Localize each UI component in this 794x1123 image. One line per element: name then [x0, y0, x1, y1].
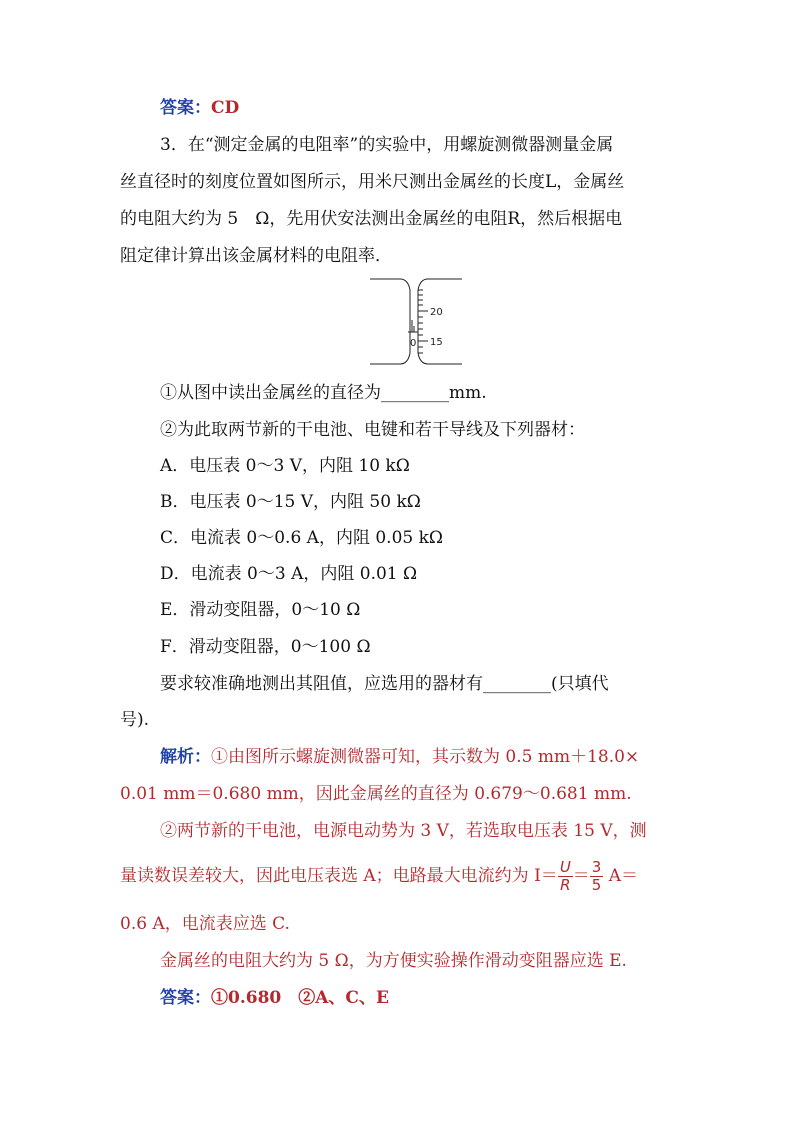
analysis-line-5: 0.6 A，电流表应选 C. [120, 914, 290, 934]
part-1: ①从图中读出金属丝的直径为________mm. [160, 383, 487, 403]
requirement-line-1: 要求较准确地测出其阻值，应选用的器材有________(只填代 [160, 674, 609, 694]
prev-answer [160, 97, 239, 119]
analysis-text-4-pre: 量读数误差较大，因此电压表选 A；电路最大电流约为 I＝ [120, 866, 558, 886]
part-2: ②为此取两节新的干电池、电键和若干导线及下列器材： [160, 420, 585, 440]
analysis-line-2: 0.01 mm＝0.680 mm，因此金属丝的直径为 0.679～0.681 mm. [120, 784, 632, 804]
option-b: B．电压表 0～15 V，内阻 50 kΩ [160, 492, 421, 512]
question-line-3: 的电阻大约为 5 Ω，先用伏安法测出金属丝的电阻R，然后根据电 [120, 209, 623, 229]
prev-answer-value: CD [211, 98, 240, 118]
question-line-4: 阻定律计算出该金属材料的电阻率． [120, 246, 392, 266]
final-answer-value: ①0.680 ②A、C、E [211, 988, 389, 1008]
figure-label-0: 0 [410, 338, 417, 349]
requirement-line-2: 号). [120, 710, 150, 730]
analysis-text-1: ①由图所示螺旋测微器可知，其示数为 0.5 mm＋18.0× [211, 747, 640, 767]
question-line-2: 丝直径时的刻度位置如图所示，用米尺测出金属丝的长度L，金属丝 [120, 172, 625, 192]
analysis-label: 解析 [160, 747, 194, 767]
figure-label-20: 20 [430, 307, 443, 318]
fraction-numerator-3: 3 [591, 858, 602, 876]
analysis-line-6: 金属丝的电阻大约为 5 Ω，为方便实验操作滑动变阻器应选 E. [160, 951, 627, 971]
prev-answer-label: 答案： [160, 98, 211, 118]
micrometer-figure [370, 276, 465, 371]
fraction-denominator-5: 5 [591, 876, 602, 894]
option-f: F．滑动变阻器，0～100 Ω [160, 637, 371, 657]
analysis-line-1 [160, 746, 639, 768]
final-answer-label: 答案： [160, 988, 211, 1008]
fraction-u-over-r [558, 859, 573, 894]
analysis-line-4 [120, 856, 638, 896]
equals-sign: ＝ [572, 866, 590, 886]
fraction-denominator-r: R [560, 876, 571, 894]
option-a: A．电压表 0～3 V，内阻 10 kΩ [160, 456, 410, 476]
figure-label-15: 15 [430, 337, 443, 348]
option-d: D．电流表 0～3 A，内阻 0.01 Ω [160, 564, 418, 584]
analysis-colon: ： [194, 747, 211, 767]
analysis-line-3: ②两节新的干电池，电源电动势为 3 V，若选取电压表 15 V，测 [160, 821, 647, 841]
final-answer [160, 987, 389, 1009]
fraction-3-over-5 [590, 859, 604, 894]
question-line-1: 3．在“测定金属的电阻率”的实验中，用螺旋测微器测量金属 [160, 135, 614, 155]
option-c: C．电流表 0～0.6 A，内阻 0.05 kΩ [160, 528, 443, 548]
fraction-numerator-u: U [559, 858, 571, 876]
option-e: E．滑动变阻器，0～10 Ω [160, 600, 361, 620]
analysis-text-4-post: A＝ [603, 866, 639, 886]
